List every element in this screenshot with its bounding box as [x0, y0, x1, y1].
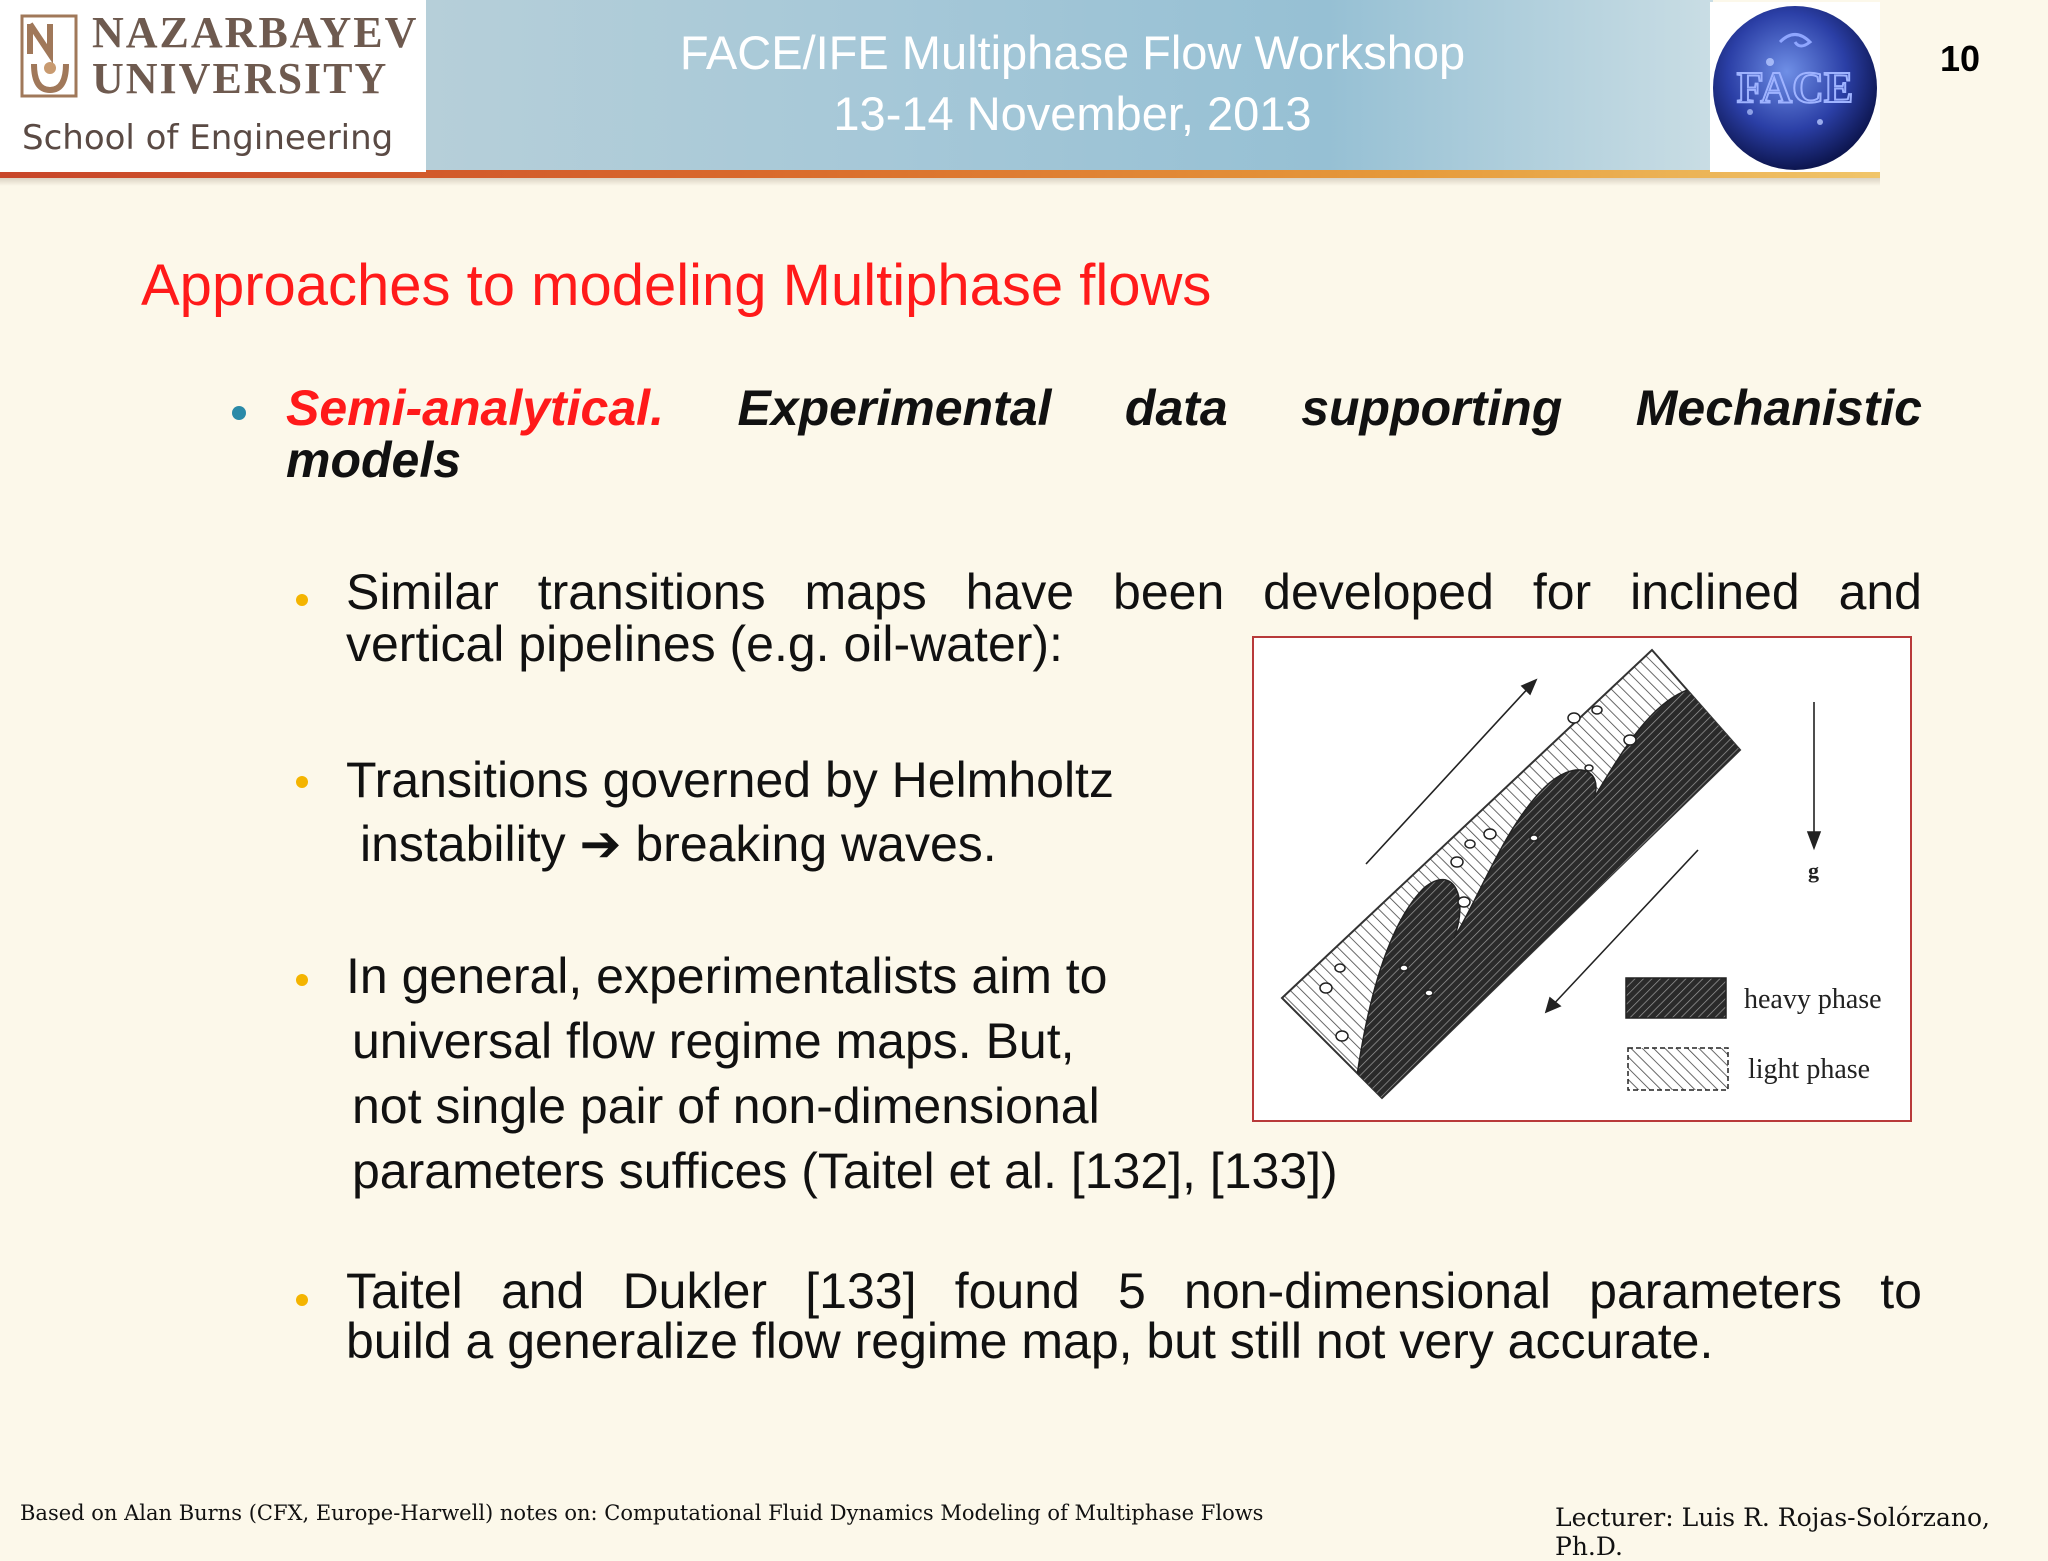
sub-bullet-word: have	[965, 564, 1075, 620]
main-bullet-line1	[286, 382, 1922, 434]
main-bullet-word: supporting	[1301, 380, 1563, 436]
school-name: School of Engineering	[22, 118, 394, 158]
sub-bullet-dot	[296, 776, 308, 788]
footer-lecturer: Lecturer: Luis R. Rojas-Solórzano, Ph.D.	[1555, 1503, 1990, 1561]
face-logo	[1710, 2, 1880, 172]
main-bullet-dot	[232, 406, 246, 420]
workshop-title	[580, 22, 1565, 144]
main-bullet-word: Experimental	[737, 380, 1052, 436]
sub-bullet-3-line4: parameters suffices (Taitel et al. [132], [133])	[352, 1143, 1338, 1199]
university-name-line1: NAZARBAYEV	[92, 8, 419, 57]
footer-source-note: Based on Alan Burns (CFX, Europe-Harwell) notes on: Computational Fluid Dynamics Modeling of Multiphase Flows	[20, 1501, 1264, 1525]
sub-bullet-word: maps	[804, 564, 927, 620]
legend-light-phase: light phase	[1748, 1054, 1871, 1085]
slide-header	[0, 0, 2048, 175]
sub-bullet-2-line1: Transitions governed by Helmholtz	[346, 752, 1114, 808]
light-phase-swatch	[1628, 1048, 1728, 1090]
main-bullet-lead: Semi-analytical.	[286, 380, 664, 436]
workshop-title-line1: FACE/IFE Multiphase Flow Workshop	[679, 26, 1466, 79]
sub-bullet-word: been	[1113, 564, 1225, 620]
sub-bullet-word: non-dimensional	[1184, 1263, 1551, 1319]
heavy-phase-swatch	[1626, 978, 1726, 1018]
sub-bullet-3-line2: universal flow regime maps. But,	[352, 1013, 1075, 1069]
sub-bullet-word: developed	[1263, 564, 1494, 620]
main-bullet-line2: models	[286, 432, 462, 488]
header-shadow	[0, 178, 1880, 186]
sub-bullet-word: and	[500, 1263, 585, 1319]
sub-bullet-word: for	[1532, 564, 1592, 620]
sub-bullet-word: to	[1880, 1263, 1922, 1319]
sub-bullet-dot	[296, 1294, 308, 1306]
sub-bullet-word: found	[954, 1263, 1080, 1319]
sub-bullet-word: Dukler	[622, 1263, 768, 1319]
sub-bullet-dot	[296, 594, 308, 606]
sub-bullet-dot	[296, 974, 308, 986]
sub-bullet-1-line2: vertical pipelines (e.g. oil-water):	[346, 616, 1063, 672]
university-name-line2: UNIVERSITY	[92, 54, 389, 103]
main-bullet-text	[286, 382, 1922, 486]
university-emblem-icon	[20, 14, 78, 100]
sub-bullet-word: parameters	[1589, 1263, 1843, 1319]
inclined-pipe-diagram	[1254, 638, 1910, 1120]
sub-bullet-1-line1	[346, 566, 1922, 618]
legend-heavy-phase: heavy phase	[1744, 984, 1882, 1015]
sub-bullet-2-line2-a: instability	[360, 816, 566, 872]
workshop-date: 13-14 November, 2013	[833, 87, 1312, 140]
face-logo-text: FACE	[1736, 63, 1854, 112]
sub-bullet-3-line1: In general, experimentalists aim to	[346, 948, 1108, 1004]
sub-bullet-4-line1	[346, 1263, 1922, 1319]
sub-bullet-word: Taitel	[346, 1263, 463, 1319]
gravity-arrow-icon	[1808, 702, 1820, 848]
sub-bullet-4-line2: build a generalize flow regime map, but still not very accurate.	[346, 1313, 1714, 1369]
slide-title: Approaches to modeling Multiphase flows	[141, 253, 1212, 318]
sub-bullet-word: [133]	[805, 1263, 917, 1319]
sub-bullet-word: Similar	[346, 564, 499, 620]
university-logo	[0, 0, 426, 172]
main-bullet-word: data	[1124, 380, 1228, 436]
sub-bullet-2-line2-b: breaking waves.	[635, 816, 997, 872]
sub-bullet-word: transitions	[537, 564, 766, 620]
sub-bullet-word: and	[1838, 564, 1922, 620]
inclined-pipe-figure	[1252, 636, 1912, 1122]
right-arrow-icon: ➔	[579, 816, 622, 872]
main-bullet-word: Mechanistic	[1635, 380, 1922, 436]
sub-bullet-text	[346, 1263, 1922, 1369]
gravity-label: g	[1808, 858, 1819, 883]
sub-bullet-word: 5	[1118, 1263, 1146, 1319]
sub-bullet-word: inclined	[1630, 564, 1800, 620]
sub-bullet-text	[346, 748, 1246, 876]
sub-bullet-2-line2	[346, 812, 1246, 876]
sub-bullet-3-line3: not single pair of non-dimensional	[352, 1078, 1100, 1134]
university-name	[92, 10, 418, 102]
page-number: 10	[1940, 38, 1981, 79]
